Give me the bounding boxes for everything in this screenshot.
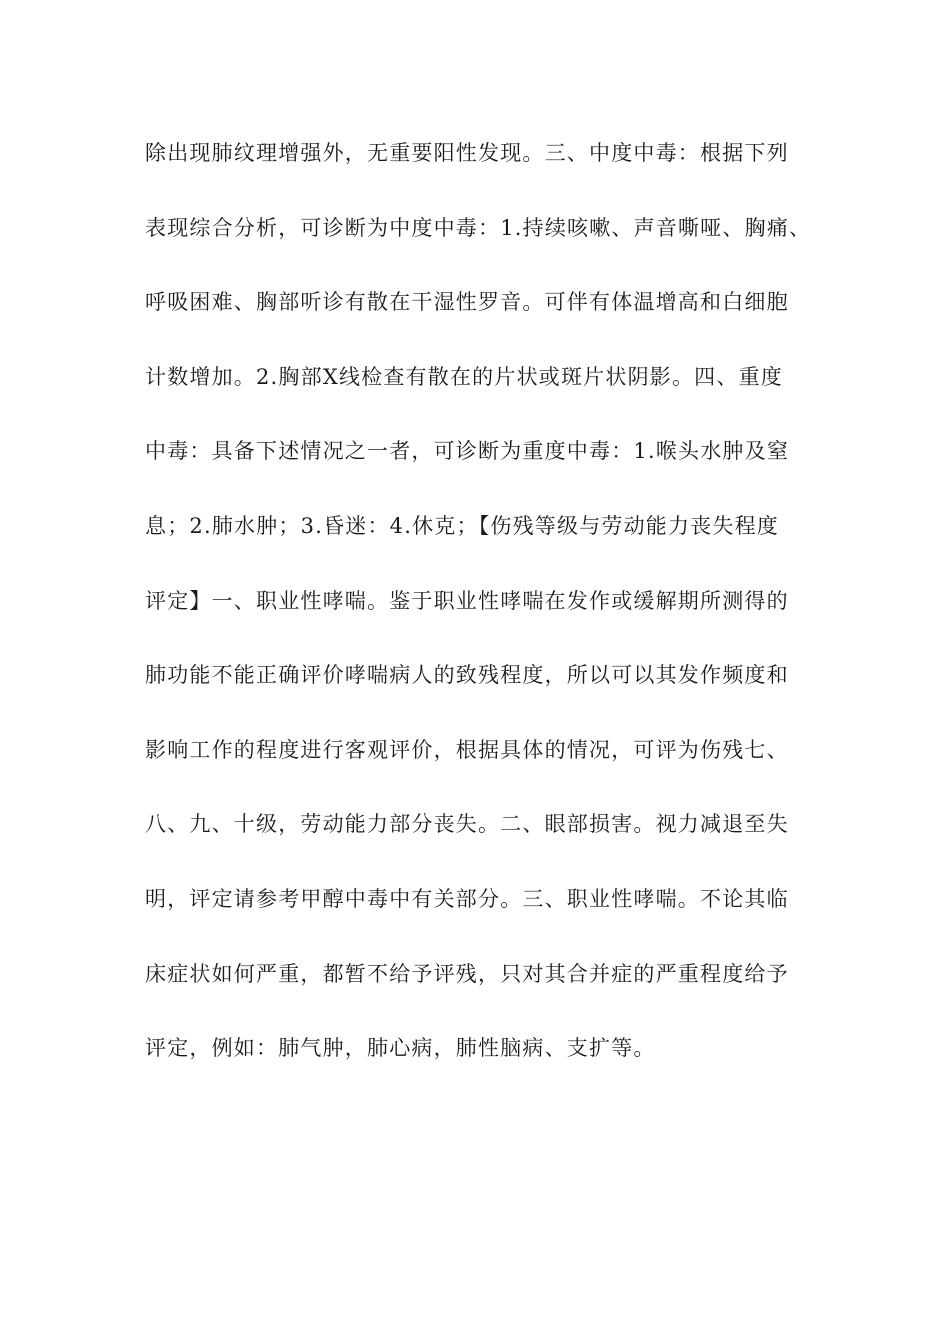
text-line: 明，评定请参考甲醇中毒中有关部分。三、职业性哮喘。不论其临: [145, 886, 789, 911]
text-line: 表现综合分析，可诊断为中度中毒：1.持续咳嗽、声音嘶哑、胸痛、: [145, 215, 812, 240]
text-line: 评定，例如：肺气肿，肺心病，肺性脑病、支扩等。: [145, 1036, 656, 1061]
text-line: 呼吸困难、胸部听诊有散在干湿性罗音。可伴有体温增高和白细胞: [145, 290, 789, 315]
text-line: 计数增加。2.胸部X线检查有散在的片状或斑片状阴影。四、重度: [145, 364, 783, 389]
text-line: 肺功能不能正确评价哮喘病人的致残程度，所以可以其发作频度和: [145, 663, 789, 688]
body-text: [145, 133, 825, 1103]
text-line: 中毒：具备下述情况之一者，可诊断为重度中毒：1.喉头水肿及窒: [145, 439, 790, 464]
text-line: 除出现肺纹理增强外，无重要阳性发现。三、中度中毒：根据下列: [145, 141, 789, 165]
text-line: 评定】一、职业性哮喘。鉴于职业性哮喘在发作或缓解期所测得的: [145, 588, 789, 613]
text-line: 息；2.肺水肿；3.昏迷：4.休克；【伤残等级与劳动能力丧失程度: [145, 513, 780, 538]
text-line: 床症状如何严重，都暂不给予评残，只对其合并症的严重程度给予: [145, 961, 789, 986]
text-line: 八、九、十级，劳动能力部分丧失。二、眼部损害。视力减退至失: [145, 812, 789, 837]
text-line: 影响工作的程度进行客观评价，根据具体的情况，可评为伤残七、: [145, 737, 789, 762]
